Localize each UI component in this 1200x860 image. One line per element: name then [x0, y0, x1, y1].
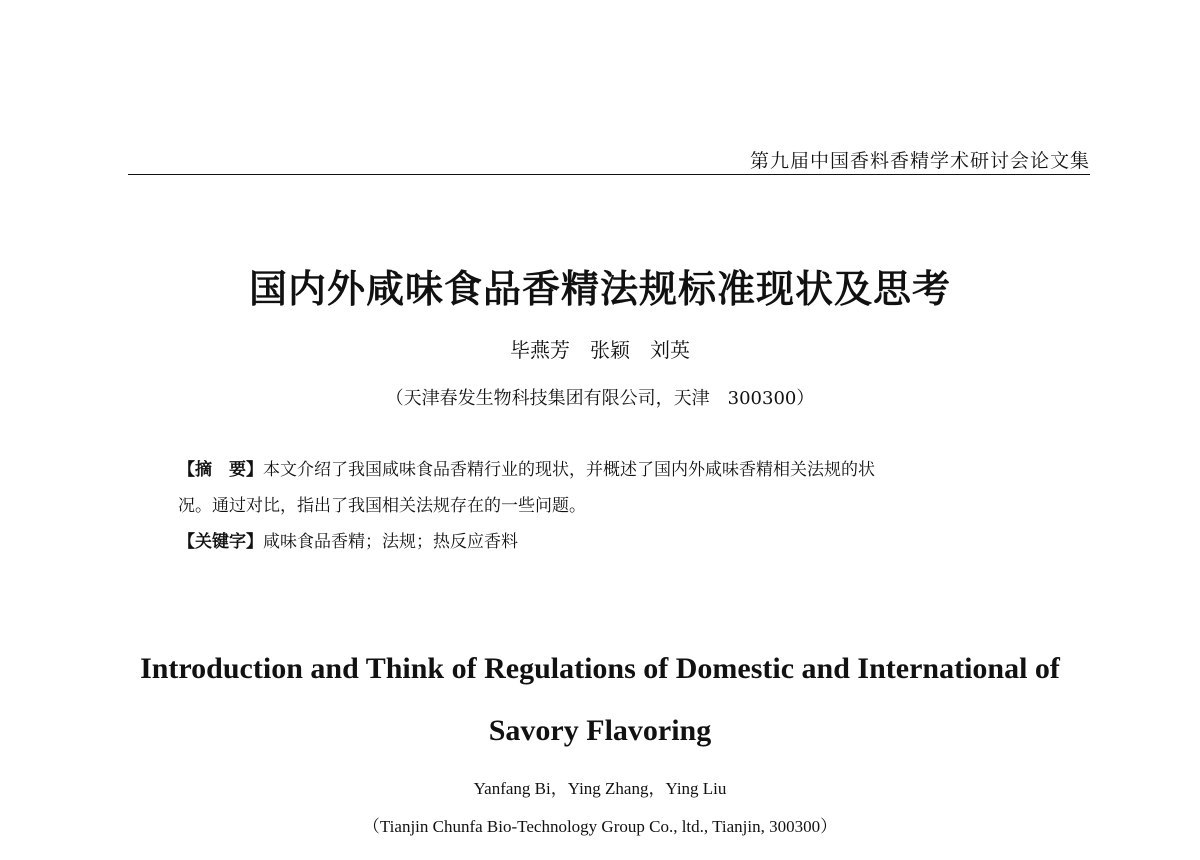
authors-cn: 毕燕芳 张颖 刘英 — [510, 338, 690, 362]
running-header: 第九届中国香料香精学术研讨会论文集 — [749, 150, 1090, 172]
abstract-block — [178, 452, 1058, 560]
header-rule — [128, 174, 1090, 175]
keywords-line — [178, 524, 1058, 560]
abstract-label: 【摘 要】 — [178, 460, 263, 480]
keywords-text: 咸味食品香精；法规；热反应香料 — [263, 532, 518, 552]
affiliation-cn: （天津春发生物科技集团有限公司，天津 300300） — [385, 388, 815, 409]
authors-en: Yanfang Bi，Ying Zhang，Ying Liu — [473, 779, 727, 798]
abstract-line-2 — [178, 488, 1058, 524]
abstract-text-1: 本文介绍了我国咸味食品香精行业的现状，并概述了国内外咸味香精相关法规的状 — [263, 460, 875, 480]
paper-title-en — [0, 638, 1200, 762]
abstract-line-1 — [178, 452, 1058, 488]
affiliation-en: （Tianjin Chunfa Bio-Technology Group Co., ltd., Tianjin, 300300） — [362, 817, 838, 836]
keywords-label: 【关键字】 — [178, 532, 263, 552]
title-en-line-1: Introduction and Think of Regulations of Domestic and International of — [140, 652, 1060, 685]
paper-title-cn: 国内外咸味食品香精法规标准现状及思考 — [248, 267, 951, 311]
title-en-line-2: Savory Flavoring — [488, 714, 712, 747]
abstract-text-2: 况。通过对比，指出了我国相关法规存在的一些问题。 — [178, 496, 586, 516]
